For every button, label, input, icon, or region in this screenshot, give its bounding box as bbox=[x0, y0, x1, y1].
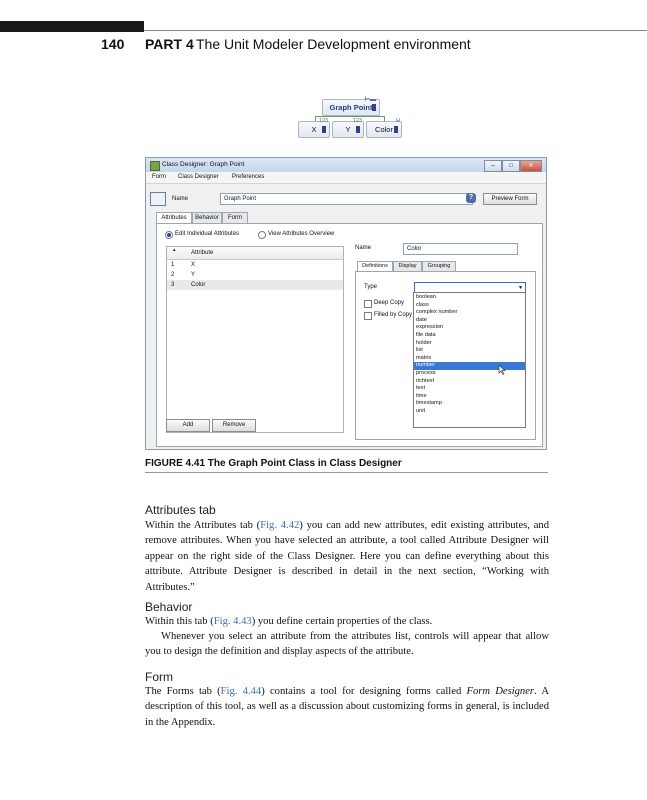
menu-preferences[interactable]: Preferences bbox=[232, 174, 265, 180]
figure-link[interactable]: Fig. 4.42 bbox=[260, 520, 300, 531]
form-paragraph bbox=[145, 684, 549, 730]
text-run: ) you define certain properties of the class. bbox=[251, 616, 433, 627]
child-node-y bbox=[332, 118, 364, 138]
mouse-pointer-icon bbox=[498, 365, 506, 375]
class-name-label: Name bbox=[172, 196, 189, 202]
tab-form[interactable]: Form bbox=[222, 212, 248, 224]
type-option[interactable]: process bbox=[416, 370, 436, 376]
attribute-column-header: Attribute bbox=[191, 250, 214, 256]
tab-attributes[interactable]: Attributes bbox=[156, 212, 192, 225]
node-type-marker-icon bbox=[394, 126, 398, 133]
node-type-marker-icon bbox=[372, 104, 376, 111]
row-number: 1 bbox=[171, 262, 175, 268]
graph-point-node bbox=[322, 99, 380, 116]
tab-grouping[interactable]: Grouping bbox=[422, 261, 456, 272]
attribute-list[interactable] bbox=[166, 246, 344, 433]
class-designer-window bbox=[145, 157, 547, 450]
child-node-color bbox=[366, 118, 402, 138]
edit-individual-radio[interactable] bbox=[165, 231, 173, 239]
type-option[interactable]: date bbox=[416, 316, 427, 323]
list-item[interactable] bbox=[167, 270, 343, 280]
attribute-list-header[interactable] bbox=[167, 247, 343, 260]
type-option[interactable]: timestamp bbox=[416, 400, 442, 407]
node-expand-icon: ⊢▬ bbox=[364, 97, 376, 103]
page-number: 140 bbox=[101, 36, 125, 52]
text-run: The Forms tab ( bbox=[145, 686, 221, 697]
text-run: ) you can add new attributes, edit existing attributes, and remove attributes. When you have selected an attribute, a tool called Attribute Designer will appear on the right side of the Class Designer. Here you can define everything about this attribute. Attribute Designer is described in detail in the next section, “Working with Attributes.” bbox=[145, 520, 549, 593]
row-number: 3 bbox=[171, 282, 175, 288]
child-node-x-label: X bbox=[311, 125, 317, 134]
minimize-icon[interactable]: – bbox=[484, 160, 502, 172]
figure-caption: FIGURE 4.41 The Graph Point Class in Class Designer bbox=[145, 458, 402, 469]
remove-attribute-button[interactable]: Remove bbox=[212, 419, 256, 432]
caption-rule bbox=[145, 472, 548, 473]
tab-definitions[interactable]: Definitions bbox=[357, 261, 393, 273]
definitions-panel bbox=[355, 271, 536, 440]
window-titlebar[interactable] bbox=[146, 158, 546, 172]
attributes-panel bbox=[156, 223, 543, 447]
help-button[interactable]: ? bbox=[466, 193, 476, 203]
deep-copy-label: Deep Copy bbox=[374, 300, 405, 306]
type-option[interactable]: holder bbox=[416, 339, 432, 346]
text-run: Within the Attributes tab ( bbox=[145, 520, 261, 531]
behavior-paragraph-2 bbox=[145, 629, 549, 660]
behavior-heading: Behavior bbox=[145, 600, 193, 614]
add-attribute-button[interactable]: Add bbox=[166, 419, 210, 432]
type-option[interactable]: text bbox=[416, 385, 426, 392]
row-name: Color bbox=[191, 282, 206, 288]
graph-point-node-label: Graph Point bbox=[329, 103, 373, 112]
row-name: Y bbox=[191, 272, 196, 278]
type-option[interactable]: complex number bbox=[416, 309, 458, 316]
menu-form[interactable]: Form bbox=[152, 174, 166, 180]
attribute-name-input[interactable]: Color bbox=[403, 243, 518, 255]
deep-copy-checkbox[interactable] bbox=[364, 300, 372, 308]
type-label: Type bbox=[364, 284, 378, 290]
node-type-marker-icon bbox=[322, 126, 326, 133]
window-title: Class Designer: Graph Point bbox=[162, 161, 245, 168]
attributes-paragraph bbox=[145, 518, 549, 595]
form-heading: Form bbox=[145, 670, 173, 684]
menu-class-designer[interactable]: Class Designer bbox=[178, 174, 219, 180]
attributes-heading: Attributes tab bbox=[145, 503, 216, 517]
type-option[interactable]: expression bbox=[416, 324, 444, 331]
maximize-icon[interactable]: □ bbox=[502, 160, 520, 172]
preview-form-button[interactable]: Preview Form bbox=[483, 193, 537, 205]
child-node-y-label: Y bbox=[345, 125, 351, 134]
text-run: Form Designer bbox=[466, 686, 535, 697]
type-option[interactable]: list bbox=[416, 347, 423, 354]
view-overview-radio[interactable] bbox=[258, 231, 266, 239]
chevron-down-icon: ▼ bbox=[518, 285, 523, 291]
child-node-y-tag: 123 bbox=[352, 118, 362, 124]
attribute-name-label: Name bbox=[355, 245, 372, 251]
list-item[interactable] bbox=[167, 260, 343, 270]
type-option-highlighted[interactable]: number bbox=[414, 362, 525, 370]
class-designer-app-icon bbox=[150, 161, 160, 171]
tab-display[interactable]: Display bbox=[393, 261, 422, 272]
header-rule bbox=[144, 30, 647, 31]
text-run: Whenever you select an attribute from the attributes list, controls will appear that allow you to design the definition and display aspects of the attribute. bbox=[145, 631, 549, 658]
filled-by-copy-checkbox[interactable] bbox=[364, 312, 372, 320]
text-run: . A description of this tool, as well as a discussion about customizing forms in general, is included in the Appendix. bbox=[145, 686, 549, 728]
type-option[interactable]: richtext bbox=[416, 377, 435, 384]
running-title: The Unit Modeler Development environment bbox=[196, 36, 471, 52]
node-type-marker-icon bbox=[356, 126, 360, 133]
type-option[interactable]: file data bbox=[416, 332, 436, 338]
row-number: 2 bbox=[171, 272, 175, 278]
menu-bar bbox=[146, 172, 546, 184]
type-option[interactable]: time bbox=[416, 392, 427, 399]
type-option[interactable]: boolean bbox=[416, 294, 436, 300]
class-name-input[interactable]: Graph Point bbox=[220, 193, 473, 205]
child-node-color-tag: H bbox=[396, 118, 400, 124]
behavior-paragraph-1 bbox=[145, 614, 549, 629]
child-node-x bbox=[298, 118, 330, 138]
child-node-x-tag: 123 bbox=[318, 118, 328, 124]
filled-by-copy-label: Filled by Copy bbox=[374, 312, 413, 318]
edit-individual-label: Edit Individual Attributes bbox=[175, 231, 240, 237]
part-label: PART 4 bbox=[145, 36, 194, 52]
text-run: Within this tab ( bbox=[145, 616, 214, 627]
type-option[interactable]: class bbox=[416, 301, 429, 308]
row-name: X bbox=[191, 262, 196, 268]
type-option[interactable]: unit bbox=[416, 408, 426, 414]
figure-link[interactable]: Fig. 4.43 bbox=[213, 616, 252, 627]
header-bar bbox=[0, 21, 144, 32]
list-item[interactable] bbox=[167, 280, 343, 290]
child-node-color-label: Color bbox=[375, 125, 393, 134]
figure-link[interactable]: Fig. 4.44 bbox=[220, 686, 262, 697]
close-icon[interactable]: ✕ bbox=[520, 160, 542, 172]
type-dropdown-list[interactable] bbox=[413, 292, 526, 428]
view-overview-label: View Attributes Overview bbox=[268, 231, 335, 237]
text-run: ) contains a tool for designing forms called bbox=[261, 686, 467, 697]
sort-icon: ▴ bbox=[173, 247, 176, 253]
class-icon bbox=[150, 192, 166, 206]
tab-behavior[interactable]: Behavior bbox=[192, 212, 222, 224]
type-option[interactable]: matrix bbox=[416, 354, 432, 361]
